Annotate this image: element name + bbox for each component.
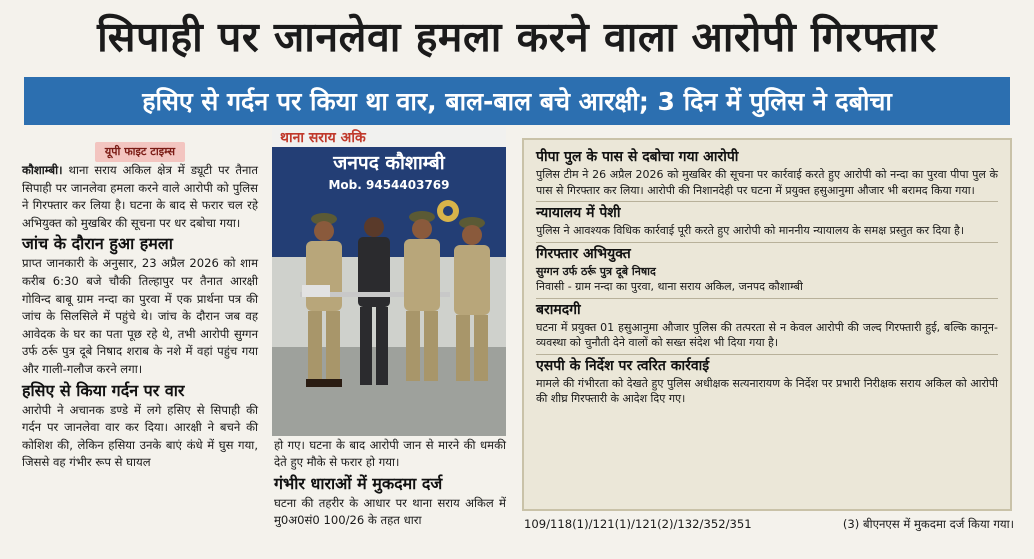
- column-2: [274, 437, 506, 530]
- case-registered-text: (3) बीएनएस में मुकदमा दर्ज किया गया।: [842, 517, 1014, 531]
- headline: [0, 0, 1034, 72]
- box-heading-recovery: बरामदगी: [536, 301, 581, 318]
- accused-name: सुग्गन उर्फ ठर्रू पुत्र दूबे निषाद: [536, 264, 656, 278]
- subheadline-bar: [24, 77, 1010, 125]
- box-heading-arrest: पीपा पुल के पास से दबोचा गया आरोपी: [536, 149, 739, 165]
- paragraph-attack: आरोपी ने अचानक डण्डे में लगे हसिए से सिपाही की गर्दन पर जानलेवा वार कर दिया। आरक्षी ने बचने की कोशिश की, लेकिन हसिया उनके बाएं कंधे में घुस गया, जिससे वह गंभीर रूप से घायल: [22, 402, 258, 470]
- headline-text: सिपाही पर जानलेवा हमला करने वाला आरोपी गिरफ्तार: [97, 13, 937, 61]
- column-1: [22, 142, 258, 559]
- divider: [536, 298, 998, 299]
- subheading-attack: हसिए से किया गर्दन पर वार: [22, 380, 185, 400]
- byline-label: यूपी फाइट टाइम्स: [95, 142, 185, 162]
- photo-banner-district: जनपद कौशाम्बी: [333, 152, 445, 174]
- photo-banner-top: थाना सराय अकि: [280, 130, 366, 146]
- paragraph-escape: हो गए। घटना के बाद आरोपी जान से मारने की धमकी देते हुए मौके से फरार हो गया।: [274, 438, 506, 470]
- accused-address: निवासी - ग्राम नन्दा का पुरवा, थाना सराय अकिल, जनपद कौशाम्बी: [536, 280, 803, 293]
- photo-banner-mob: Mob. 9454403769: [328, 178, 450, 192]
- byline: [22, 142, 258, 160]
- subheading-case: गंभीर धाराओं में मुकदमा दर्ज: [274, 473, 443, 493]
- dateline: कौशाम्बी।: [22, 163, 63, 177]
- divider: [536, 354, 998, 355]
- info-box: [522, 138, 1012, 511]
- subheadline-text: हसिए से गर्दन पर किया था वार, बाल-बाल बचे आरक्षी; 3 दिन में पुलिस ने दबोचा: [142, 87, 892, 116]
- box-paragraph-arrest: पुलिस टीम ने 26 अप्रैल 2026 को मुखबिर की सूचना पर कार्रवाई करते हुए आरोपी को नन्दा का पुरवा पीपा पुल के पास से गिरफ्तार कर लिया। आरोपी की निशानदेही पर घटना में प्रयुक्त हसुआनुमा औजार भी बरामद किया गया।: [536, 168, 998, 197]
- paragraph-investigation: प्राप्त जानकारी के अनुसार, 23 अप्रैल 2026 को शाम करीब 6:30 बजे चौकी तिल्हापुर पर तैनात आरक्षी गोविन्द बाबू ग्राम नन्दा का पुरवा में एक प्रार्थना पत्र की जांच के सिलसिले में पहुंचे थे। जांच के दौरान जब वह आवेदक के घर का पता पूछ रहे थे, तभी आरोपी सुग्गन उर्फ ठर्रू पुत्र दूबे निषाद शराब के नशे में वहां पहुंच गया और गाली-गलौज करने लगा।: [22, 256, 258, 376]
- box-heading-sp: एसपी के निर्देश पर त्वरित कार्रवाई: [536, 357, 710, 374]
- news-photo: [272, 127, 506, 436]
- subheading-investigation: जांच के दौरान हुआ हमला: [22, 234, 173, 254]
- bottom-continuation: [524, 517, 1014, 532]
- box-paragraph-court: पुलिस ने आवश्यक विधिक कार्रवाई पूरी करते हुए आरोपी को माननीय न्यायालय के समक्ष प्रस्तुत कर दिया है।: [536, 224, 965, 237]
- divider: [536, 242, 998, 243]
- police-group-photo: [272, 127, 506, 436]
- box-heading-court: न्यायालय में पेशी: [536, 205, 621, 221]
- legal-sections: 109/118(1)/121(1)/121(2)/132/352/351: [524, 517, 752, 531]
- accused-details: [536, 264, 998, 295]
- intro-text: थाना सराय अकिल क्षेत्र में ड्यूटी पर तैनात सिपाही पर जानलेवा हमला करने वाले आरोपी को पुलिस ने गिरफ्तार कर लिया है। घटना के बाद से फरार चल रहे अभियुक्त को मुखबिर की सूचना पर धर दबोचा गया।: [22, 163, 259, 230]
- box-paragraph-sp: मामले की गंभीरता को देखते हुए पुलिस अधीक्षक सत्यनारायण के निर्देश पर प्रभारी निरीक्षक सराय अकिल को आरोपी की शीघ्र गिरफ्तारी के आदेश दिए गए।: [536, 376, 998, 405]
- intro-paragraph: [22, 162, 258, 232]
- paragraph-case: घटना की तहरीर के आधार पर थाना सराय अकिल में मु0अ0सं0 100/26 के तहत धारा: [274, 495, 506, 528]
- box-heading-accused: गिरफ्तार अभियुक्त: [536, 245, 631, 262]
- box-paragraph-recovery: घटना में प्रयुक्त 01 हसुआनुमा औजार पुलिस की तत्परता से न केवल आरोपी की जल्द गिरफ्तारी हुई, बल्कि कानून-व्यवस्था को चुनौती देने वालों को सख्त संदेश भी दिया गया है।: [536, 320, 998, 349]
- divider: [536, 201, 998, 202]
